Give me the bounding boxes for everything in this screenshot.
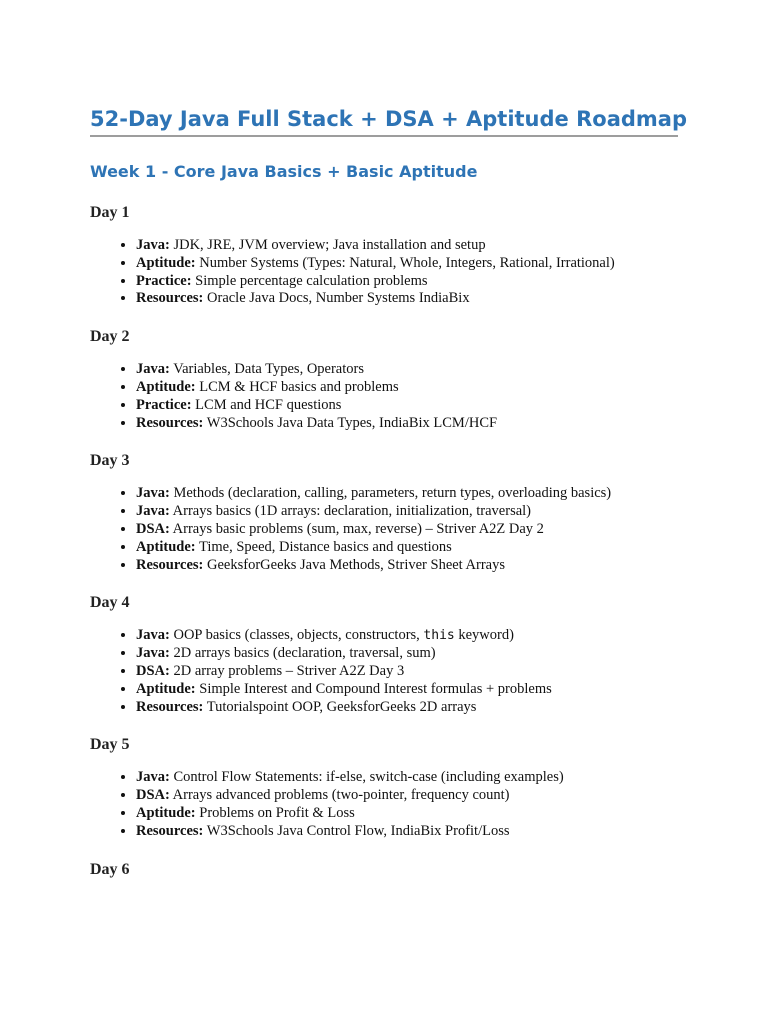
topic-item bbox=[136, 521, 678, 539]
topic-text: JDK, JRE, JVM overview; Java installation and setup bbox=[169, 237, 486, 253]
topic-label: Practice: bbox=[136, 272, 192, 289]
topic-label: Resources: bbox=[136, 822, 204, 839]
day-section bbox=[90, 859, 678, 881]
topic-text: Simple percentage calculation problems bbox=[191, 272, 428, 289]
topic-item bbox=[136, 627, 678, 645]
topic-label: Java: bbox=[136, 237, 170, 253]
topic-label: Aptitude: bbox=[136, 538, 196, 555]
day-heading: Day 4 bbox=[90, 594, 130, 612]
topic-list bbox=[90, 361, 678, 432]
day-section bbox=[90, 592, 678, 716]
document-page bbox=[90, 104, 687, 881]
topic-label: Java: bbox=[136, 361, 170, 378]
topic-label: Aptitude: bbox=[136, 378, 196, 395]
topic-label: DSA: bbox=[136, 520, 170, 537]
topic-item bbox=[136, 290, 678, 308]
topic-list bbox=[90, 485, 678, 574]
day-section bbox=[90, 326, 678, 432]
topic-item bbox=[136, 379, 678, 397]
topic-text: GeeksforGeeks Java Methods, Striver Sheet Arrays bbox=[203, 556, 505, 573]
topic-item bbox=[136, 557, 678, 575]
topic-label: Resources: bbox=[136, 556, 204, 573]
day-heading: Day 2 bbox=[90, 328, 130, 346]
topic-label: Java: bbox=[136, 627, 170, 644]
topic-text: LCM & HCF basics and problems bbox=[195, 378, 399, 395]
topic-label: DSA: bbox=[136, 662, 170, 679]
topic-text: Methods (declaration, calling, parameters, return types, overloading basics) bbox=[169, 485, 612, 502]
topic-item bbox=[136, 237, 678, 255]
topic-item bbox=[136, 273, 678, 291]
topic-text: Arrays basics (1D arrays: declaration, initialization, traversal) bbox=[169, 503, 531, 520]
topic-label: Aptitude: bbox=[136, 804, 196, 821]
topic-text: 2D array problems – Striver A2Z Day 3 bbox=[169, 662, 405, 679]
day-section bbox=[90, 202, 678, 308]
days-container bbox=[90, 202, 678, 881]
title-underline bbox=[90, 135, 678, 137]
topic-text: Problems on Profit & Loss bbox=[195, 804, 355, 821]
inline-code: this bbox=[423, 628, 455, 644]
topic-item bbox=[136, 805, 678, 823]
topic-label: Practice: bbox=[136, 396, 192, 413]
topic-label: Resources: bbox=[136, 698, 204, 715]
day-heading: Day 6 bbox=[90, 860, 130, 878]
topic-label: DSA: bbox=[136, 787, 170, 804]
topic-item bbox=[136, 415, 678, 433]
topic-text-tail: keyword) bbox=[454, 627, 514, 644]
day-section bbox=[90, 734, 678, 840]
day-heading: Day 1 bbox=[90, 204, 130, 221]
topic-list bbox=[90, 769, 678, 840]
topic-label: Java: bbox=[136, 769, 170, 786]
topic-list bbox=[90, 627, 678, 716]
topic-text: LCM and HCF questions bbox=[191, 396, 342, 413]
topic-item bbox=[136, 539, 678, 557]
day-heading: Day 5 bbox=[90, 736, 130, 754]
topic-text: Tutorialspoint OOP, GeeksforGeeks 2D arrays bbox=[203, 698, 477, 715]
topic-text: Oracle Java Docs, Number Systems IndiaBix bbox=[203, 290, 470, 307]
topic-label: Resources: bbox=[136, 414, 204, 431]
topic-item bbox=[136, 787, 678, 805]
topic-label: Aptitude: bbox=[136, 680, 196, 697]
topic-label: Aptitude: bbox=[136, 254, 196, 271]
topic-text: Control Flow Statements: if-else, switch-case (including examples) bbox=[169, 769, 564, 786]
topic-item bbox=[136, 255, 678, 273]
topic-item bbox=[136, 681, 678, 699]
topic-label: Java: bbox=[136, 503, 170, 520]
topic-item bbox=[136, 769, 678, 787]
document-title: 52-Day Java Full Stack + DSA + Aptitude Roadmap bbox=[90, 107, 687, 131]
topic-item bbox=[136, 485, 678, 503]
topic-label: Java: bbox=[136, 645, 170, 662]
topic-text: W3Schools Java Control Flow, IndiaBix Profit/Loss bbox=[203, 822, 510, 839]
topic-text: Arrays advanced problems (two-pointer, frequency count) bbox=[169, 787, 510, 804]
topic-text: W3Schools Java Data Types, IndiaBix LCM/HCF bbox=[203, 414, 498, 431]
topic-label: Java: bbox=[136, 485, 170, 502]
day-heading: Day 3 bbox=[90, 452, 130, 470]
topic-text: OOP basics (classes, objects, constructors, bbox=[169, 627, 424, 644]
topic-item bbox=[136, 663, 678, 681]
topic-text: 2D arrays basics (declaration, traversal, sum) bbox=[169, 645, 436, 662]
topic-item bbox=[136, 823, 678, 841]
topic-text: Arrays basic problems (sum, max, reverse) – Striver A2Z Day 2 bbox=[169, 520, 544, 537]
day-section bbox=[90, 450, 678, 574]
topic-item bbox=[136, 503, 678, 521]
topic-list bbox=[90, 237, 678, 308]
topic-text: Time, Speed, Distance basics and questions bbox=[195, 538, 452, 555]
topic-label: Resources: bbox=[136, 290, 204, 307]
topic-item bbox=[136, 397, 678, 415]
topic-text: Simple Interest and Compound Interest formulas + problems bbox=[195, 680, 552, 697]
week-title: Week 1 - Core Java Basics + Basic Aptitude bbox=[90, 162, 478, 181]
topic-text: Variables, Data Types, Operators bbox=[169, 361, 364, 378]
topic-item bbox=[136, 361, 678, 379]
topic-text: Number Systems (Types: Natural, Whole, Integers, Rational, Irrational) bbox=[195, 254, 615, 271]
topic-item bbox=[136, 699, 678, 717]
topic-item bbox=[136, 645, 678, 663]
